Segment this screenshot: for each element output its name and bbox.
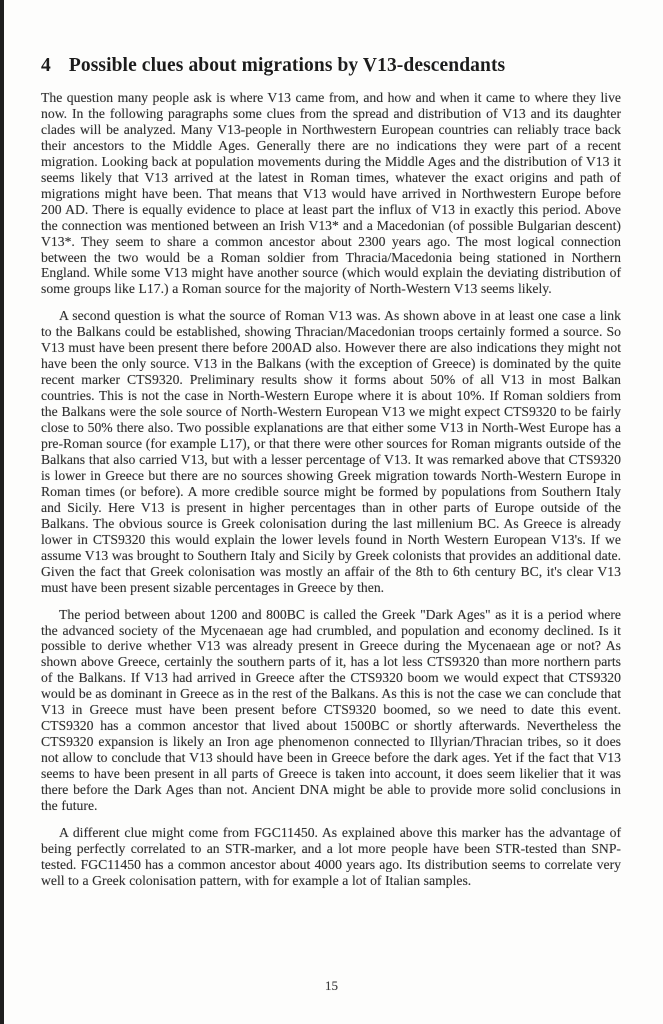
page-content [41,54,621,900]
paragraph-2: A second question is what the source of Roman V13 was. As shown above in at least one case a link to the Balkans could be established, showing Thracian/Macedonian troops certainly formed a source. So V13 must have been present there before 200AD also. However there are also indications they might not have been the only source. V13 in the Balkans (with the exception of Greece) is dominated by the quite recent marker CTS9320. Preliminary results show it forms about 50% of all V13 in most Balkan countries. This is not the case in North-Western Europe where it is about 10%. If Roman soldiers from the Balkans were the sole source of North-Western European V13 we might expect CTS9320 to be fairly close to 50% there also. Two possible explanations are that either some V13 in North-West Europe has a pre-Roman source (for example L17), or that there were other sources for Roman migrants outside of the Balkans that also carried V13, but with a lesser percentage of V13. It was remarked above that CTS9320 is lower in Greece but there are no sources showing Greek migration towards North-Western Europe in Roman times (or before). A more credible source might be formed by populations from Southern Italy and Sicily. Here V13 is present in higher percentages than in other parts of Europe outside of the Balkans. The obvious source is Greek colonisation during the last millenium BC. As Greece is already lower in CTS9320 this would explain the lower levels found in North Western European V13's. If we assume V13 was brought to Southern Italy and Sicily by Greek colonists that provides an additional date. Given the fact that Greek colonisation was mostly an affair of the 8th to 6th century BC, it's clear V13 must have been present sizable percentages in Greece by then. [41,308,621,595]
section-title: Possible clues about migrations by V13-descendants [68,55,506,76]
section-heading [41,54,621,77]
page-number: 15 [325,978,338,993]
scan-edge-shadow [0,0,4,1024]
paragraph-1: The question many people ask is where V13 came from, and how and when it came to where they live now. In the following paragraphs some clues from the spread and distribution of V13 and its daughter clades will be analyzed. Many V13-people in Northwestern European countries can reliably trace back their ancestors to the Middle Ages. Generally there are no indications they were part of a recent migration. Looking back at population movements during the Middle Ages and the distribution of V13 it seems likely that V13 arrived at the latest in Roman times, whatever the exact origins and path of migrations might have been. That means that V13 would have arrived in Northwestern Europe before 200 AD. There is equally evidence to place at least part the influx of V13 in exactly this period. Above the connection was mentioned between an Irish V13* and a Macedonian (of possible Bulgarian descent) V13*. They seem to share a common ancestor about 2300 years ago. The most logical connection between the two would be a Roman soldier from Thracia/Macedonia being stationed in Northern England. While some V13 might have another source (which would explain the deviating distribution of some groups like L17.) a Roman source for the majority of North-Western V13 seems likely. [41,90,621,297]
paragraph-3: The period between about 1200 and 800BC is called the Greek "Dark Ages" as it is a period where the advanced society of the Mycenaean age had crumbled, and population and economy declined. Is it possible to derive whether V13 was already present in Greece during the Mycenaean age or not? As shown above Greece, certainly the southern parts of it, has a lot less CTS9320 than more northern parts of the Balkans. If V13 had arrived in Greece after the CTS9320 boom we would expect that CTS9320 would be as dominant in Greece as in the rest of the Balkans. As this is not the case we can conclude that V13 in Greece must have been present before CTS9320 boomed, so we need to date this event. CTS9320 has a common ancestor that lived about 1500BC or shortly afterwards. Nevertheless the CTS9320 expansion is likely an Iron age phenomenon connected to Illyrian/Thracian tribes, so it does not allow to conclude that V13 should have been in Greece before the dark ages. Yet if the fact that V13 seems to have been present in all parts of Greece is taken into account, it does seem likelier that it was there before the Dark Ages than not. Ancient DNA might be able to provide more solid conclusions in the future. [41,606,621,813]
paragraph-4: A different clue might come from FGC11450. As explained above this marker has the advantage of being perfectly correlated to an STR-marker, and a lot more people have been STR-tested than SNP-tested. FGC11450 has a common ancestor about 4000 years ago. Its distribution seems to correlate very well to a Greek colonisation pattern, with for example a lot of Italian samples. [41,824,621,888]
section-number: 4 [41,55,51,76]
